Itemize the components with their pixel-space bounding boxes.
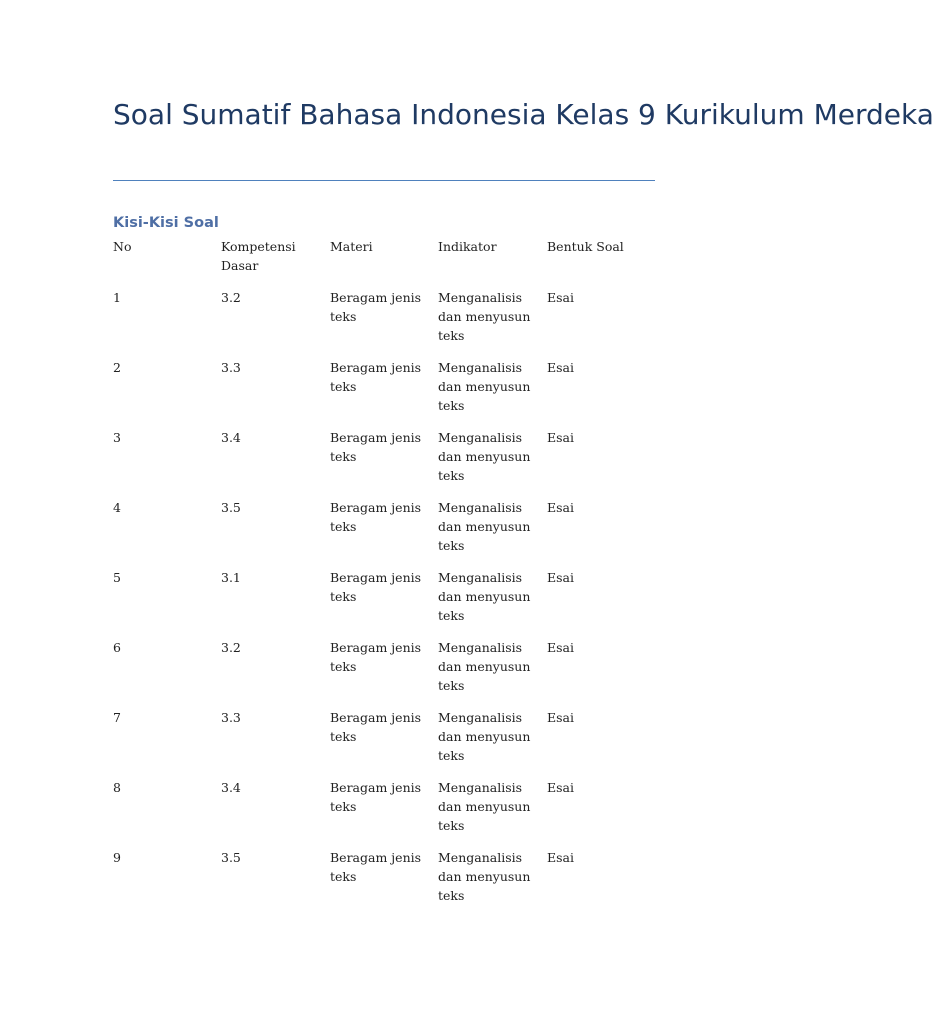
- table-row: [113, 288, 655, 358]
- cell-materi: Beragam jenis teks: [330, 570, 422, 604]
- table-row: [113, 568, 655, 638]
- cell-materi: Beragam jenis teks: [330, 780, 422, 814]
- table-row: [113, 848, 655, 918]
- cell-bentuk-soal: Esai: [547, 780, 574, 795]
- cell-no: 6: [113, 640, 121, 655]
- cell-indikator: Menganalisis dan menyusun teks: [438, 640, 531, 693]
- cell-materi: Beragam jenis teks: [330, 290, 422, 324]
- cell-indikator: Menganalisis dan menyusun teks: [438, 710, 531, 763]
- cell-bentuk-soal: Esai: [547, 850, 574, 865]
- cell-kompetensi-dasar: 3.2: [221, 290, 241, 305]
- table-header-row: [113, 237, 655, 288]
- cell-bentuk-soal: Esai: [547, 710, 574, 725]
- cell-no: 7: [113, 710, 121, 725]
- header-indikator: Indikator: [438, 239, 497, 254]
- cell-bentuk-soal: Esai: [547, 500, 574, 515]
- cell-materi: Beragam jenis teks: [330, 500, 422, 534]
- cell-indikator: Menganalisis dan menyusun teks: [438, 430, 531, 483]
- cell-no: 5: [113, 570, 121, 585]
- cell-kompetensi-dasar: 3.3: [221, 710, 241, 725]
- table-row: [113, 708, 655, 778]
- document-title: Soal Sumatif Bahasa Indonesia Kelas 9 Kurikulum Merdeka: [113, 98, 934, 131]
- table-row: [113, 428, 655, 498]
- header-kompetensi-dasar: Kompetensi Dasar: [221, 239, 296, 273]
- cell-no: 9: [113, 850, 121, 865]
- cell-bentuk-soal: Esai: [547, 570, 574, 585]
- cell-no: 8: [113, 780, 121, 795]
- title-divider: [113, 180, 655, 181]
- table-row: [113, 638, 655, 708]
- cell-indikator: Menganalisis dan menyusun teks: [438, 360, 531, 413]
- section-heading: Kisi-Kisi Soal: [113, 215, 219, 231]
- cell-kompetensi-dasar: 3.2: [221, 640, 241, 655]
- cell-materi: Beragam jenis teks: [330, 360, 422, 394]
- table-row: [113, 498, 655, 568]
- cell-bentuk-soal: Esai: [547, 430, 574, 445]
- cell-kompetensi-dasar: 3.4: [221, 780, 241, 795]
- cell-bentuk-soal: Esai: [547, 640, 574, 655]
- cell-kompetensi-dasar: 3.3: [221, 360, 241, 375]
- cell-no: 4: [113, 500, 121, 515]
- cell-indikator: Menganalisis dan menyusun teks: [438, 570, 531, 623]
- cell-indikator: Menganalisis dan menyusun teks: [438, 850, 531, 903]
- cell-materi: Beragam jenis teks: [330, 640, 422, 674]
- header-bentuk-soal: Bentuk Soal: [547, 239, 624, 254]
- table-row: [113, 358, 655, 428]
- cell-no: 3: [113, 430, 121, 445]
- kisi-kisi-table: [113, 237, 655, 918]
- cell-no: 1: [113, 290, 121, 305]
- cell-materi: Beragam jenis teks: [330, 710, 422, 744]
- cell-materi: Beragam jenis teks: [330, 850, 422, 884]
- cell-kompetensi-dasar: 3.5: [221, 850, 241, 865]
- cell-indikator: Menganalisis dan menyusun teks: [438, 290, 531, 343]
- header-no: No: [113, 239, 132, 254]
- cell-indikator: Menganalisis dan menyusun teks: [438, 780, 531, 833]
- header-materi: Materi: [330, 239, 373, 254]
- cell-no: 2: [113, 360, 121, 375]
- table-row: [113, 778, 655, 848]
- cell-kompetensi-dasar: 3.1: [221, 570, 241, 585]
- cell-kompetensi-dasar: 3.5: [221, 500, 241, 515]
- cell-bentuk-soal: Esai: [547, 360, 574, 375]
- cell-bentuk-soal: Esai: [547, 290, 574, 305]
- cell-materi: Beragam jenis teks: [330, 430, 422, 464]
- cell-kompetensi-dasar: 3.4: [221, 430, 241, 445]
- cell-indikator: Menganalisis dan menyusun teks: [438, 500, 531, 553]
